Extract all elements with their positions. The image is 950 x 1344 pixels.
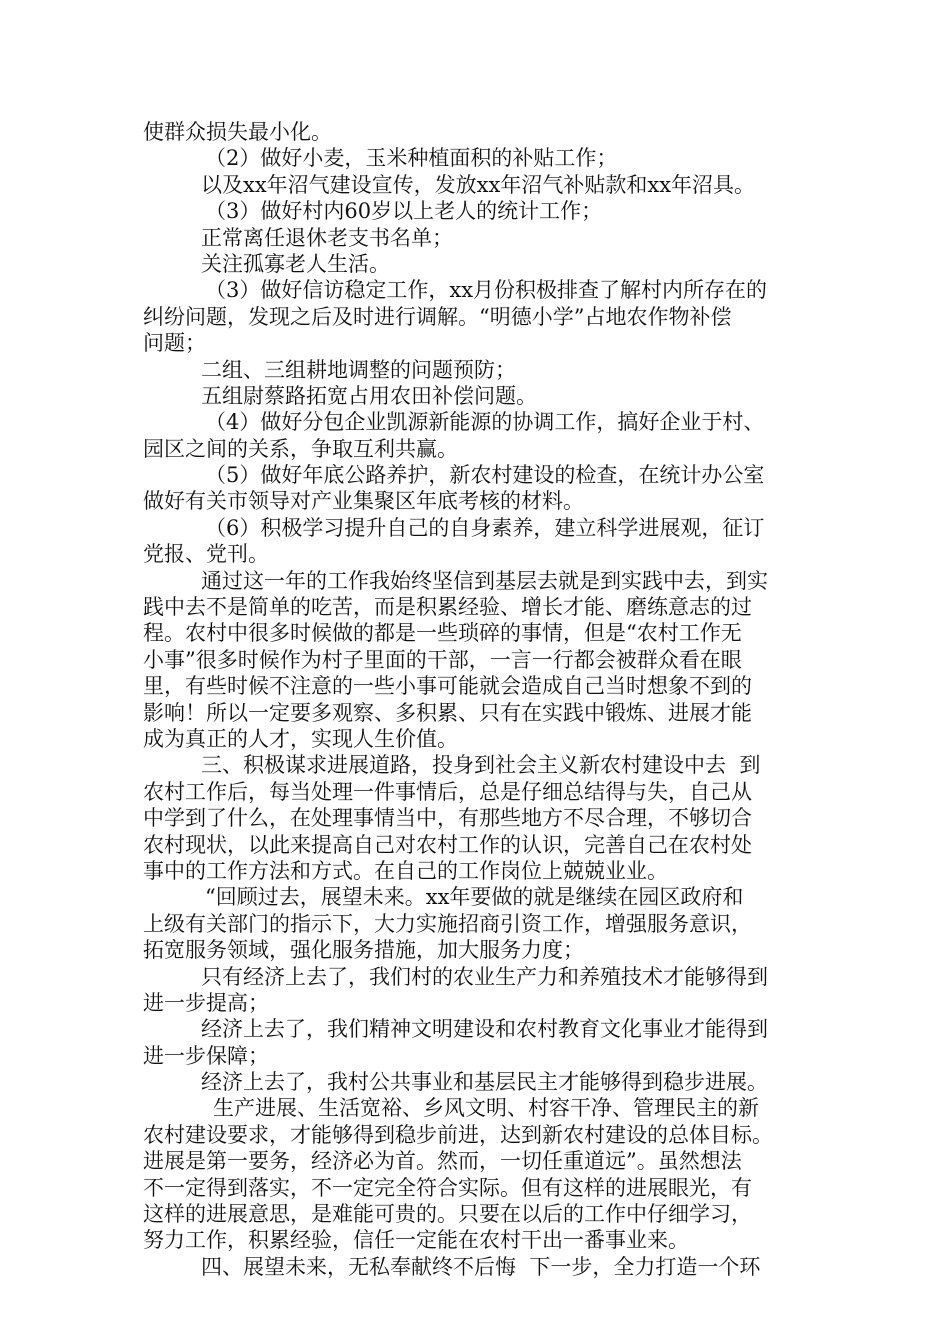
text-line: 经济上去了，我村公共事业和基层民主才能够得到稳步进展。 — [201, 1070, 768, 1095]
text-line: 农村工作后，每当处理一件事情后，总是仔细总结得与失，自己从 — [143, 779, 752, 804]
text-line: 影响！所以一定要多观察、多积累、只有在实践中锻炼、进展才能 — [143, 700, 752, 725]
text-line: 不一定得到落实，不一定完全符合实际。但有这样的进展眼光，有 — [143, 1175, 752, 1200]
text-line: 二组、三组耕地调整的问题预防； — [201, 357, 516, 382]
text-line: 农村建设要求，才能够得到稳步前进，达到新农村建设的总体目标。 — [143, 1122, 773, 1147]
text-line: （4）做好分包企业凯源新能源的协调工作，搞好企业于村、 — [205, 410, 765, 435]
text-line: 努力工作，积累经验，信任一定能在农村干出一番事业来。 — [143, 1228, 689, 1253]
text-line: 进一步提高； — [143, 990, 269, 1015]
text-line: 事中的工作方法和方式。在自己的工作岗位上兢兢业业。 — [143, 858, 668, 883]
text-line: 五组尉蔡路拓宽占用农田补偿问题。 — [201, 383, 537, 408]
text-line: 拓宽服务领域，强化服务措施，加大服务力度； — [143, 938, 584, 963]
text-line: 园区之间的关系，争取互利共赢。 — [143, 436, 458, 461]
text-line: 问题； — [143, 331, 206, 356]
document-body — [143, 119, 813, 1280]
text-line: （5）做好年底公路养护，新农村建设的检查，在统计办公室 — [205, 463, 765, 488]
text-line: （6）积极学习提升自己的自身素养，建立科学进展观，征订 — [205, 515, 765, 540]
text-line: 通过这一年的工作我始终坚信到基层去就是到实践中去，到实 — [201, 568, 768, 593]
text-line: （3）做好村内60岁以上老人的统计工作； — [205, 199, 603, 224]
text-line: 上级有关部门的指示下，大力实施招商引资工作，增强服务意识， — [143, 911, 752, 936]
text-line: 农村现状，以此来提高自己对农村工作的认识，完善自己在农村处 — [143, 832, 752, 857]
text-line: 四、展望未来，无私奉献终不后悔 下一步，全力打造一个环 — [201, 1254, 761, 1279]
text-line: 小事”很多时候作为村子里面的干部，一言一行都会被群众看在眼 — [143, 647, 742, 672]
text-line: （2）做好小麦，玉米种植面积的补贴工作； — [205, 146, 618, 171]
text-line: 党报、党刊。 — [143, 542, 269, 567]
text-line: 纠纷问题，发现之后及时进行调解。“明德小学”占地农作物补偿 — [143, 304, 732, 329]
text-line: 只有经济上去了，我们村的农业生产力和养殖技术才能够得到 — [201, 964, 768, 989]
text-line: 关注孤寡老人生活。 — [201, 251, 390, 276]
text-line: 里，有些时候不注意的一些小事可能就会造成自己当时想象不到的 — [143, 674, 752, 699]
text-line: 以及xx年沼气建设宣传，发放xx年沼气补贴款和xx年沼具。 — [201, 172, 756, 197]
text-line: 中学到了什么，在处理事情当中，有那些地方不尽合理，不够切合 — [143, 806, 752, 831]
text-line: （3）做好信访稳定工作，xx月份积极排查了解村内所存在的 — [205, 278, 768, 303]
text-line: 践中去不是简单的吃苦，而是积累经验、增长才能、磨练意志的过 — [143, 595, 752, 620]
text-line: “回顾过去，展望未来。xx年要做的就是继续在园区政府和 — [205, 885, 744, 910]
text-line: 进一步保障； — [143, 1043, 269, 1068]
text-line: 生产进展、生活宽裕、乡风文明、村容干净、管理民主的新 — [213, 1096, 759, 1121]
text-line: 正常离任退休老支书名单； — [201, 225, 453, 250]
text-line: 使群众损失最小化。 — [143, 120, 332, 144]
text-line: 这样的进展意思，是难能可贵的。只要在以后的工作中仔细学习， — [143, 1202, 752, 1227]
text-line: 程。农村中很多时候做的都是一些琐碎的事情，但是“农村工作无 — [143, 621, 742, 646]
text-line: 经济上去了，我们精神文明建设和农村教育文化事业才能得到 — [201, 1017, 768, 1042]
text-line: 成为真正的人才，实现人生价值。 — [143, 726, 458, 751]
text-line: 做好有关市领导对产业集聚区年底考核的材料。 — [143, 489, 584, 514]
text-line: 三、积极谋求进展道路，投身到社会主义新农村建设中去 到 — [201, 753, 761, 778]
text-line: 进展是第一要务，经济必为首。然而，一切任重道远”。虽然想法 — [143, 1149, 742, 1174]
